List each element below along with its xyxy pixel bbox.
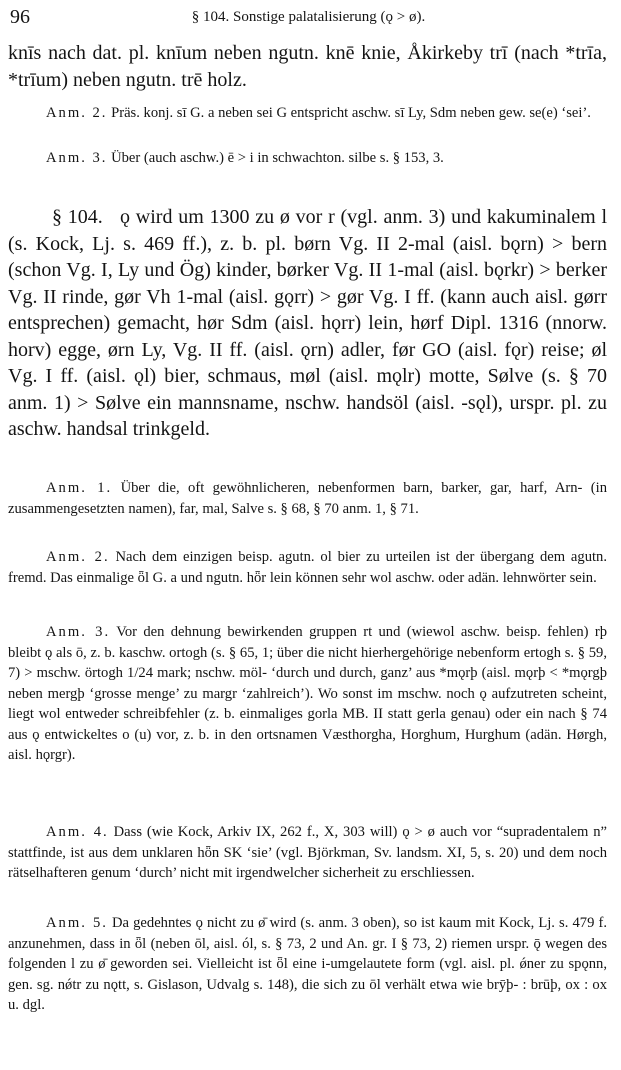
page-header [10,6,607,32]
section-104-paragraph [8,204,607,443]
note-text: Nach dem einzigen beisp. agutn. ol bier zu urteilen ist der übergang dem agutn. fremd. Das einmalige ȫl G. a und ngutn. hȫr lein können sehr wol aschw. oder adän. lehnwörter sein. [8,549,607,586]
carryover-paragraph [8,40,607,93]
note-label: Anm. 3. [46,624,111,640]
page-number: 96 [10,6,30,28]
note-label: Anm. 3. [46,150,108,166]
note-anm-1 [8,478,607,519]
note-label: Anm. 2. [46,549,110,565]
note-text: Über (auch aschw.) ē > i in schwachton. silbe s. § 153, 3. [111,150,444,166]
note-anm-5 [8,913,607,1016]
note-anm-2-preceding [8,103,607,124]
note-label: Anm. 2. [46,105,108,121]
note-label: Anm. 1. [46,480,113,496]
note-label: Anm. 5. [46,915,108,931]
note-label: Anm. 4. [46,824,109,840]
note-anm-3-preceding [8,148,607,169]
note-anm-4 [8,822,607,884]
note-anm-3 [8,622,607,766]
section-text: ǫ wird um 1300 zu ø vor r (vgl. anm. 3) und kakuminalem l (s. Kock, Lj. s. 469 ff.), z. b. pl. børn Vg. II 2-mal (aisl. bǫrn) > bern (schon Vg. I, Ly und Ög) kinder, børker Vg. II 1-mal (aisl. bǫrkr) > berker Vg. II rinde, gør Vh 1-mal (aisl. gǫrr) > gør Vg. I ff. (kann auch aisl. gørr entsprechen) gemacht, hør Sdm (aisl. hǫrr) lein, hørf Dipl. 1316 (nnorw. horv) egge, ørn Ly, Vg. II ff. (aisl. ǫrn) adler, før GO (aisl. fǫr) reise; øl Vg. I ff. (aisl. ǫl) bier, schmaus, møl (aisl. mǫlr) motte, Sølve (s. § 70 anm. 1) > Sølve ein mannsname, nschw. handsöl (aisl. -sǫl), urspr. pl. zu aschw. handsal trinkgeld. [8,206,608,440]
section-number: § 104. [52,206,103,228]
note-text: Da gedehntes ǫ nicht zu ø̄ wird (s. anm. 3 oben), so ist kaum mit Kock, Lj. s. 479 f. anzunehmen, dass in ȫl (neben ōl, aisl. ól, s. § 73, 2 und An. gr. I § 73, 2) riemen urspr. ǭ wegen des folgenden l zu ø̄ geworden sei. Vielleicht ist ȫl eine i-umgelautete form (vgl. aisl. pl. ǿner zu spǫnn, gen. sg. nǿtr zu nǫtt, s. Gislason, Udvalg s. 148), die sich zu ōl verhält etwa wie brȳþ- : brūþ, ox : ox u. dgl. [8,915,607,1013]
carryover-text: knīs nach dat. pl. knīum neben ngutn. knē knie, Åkirkeby trī (nach *trīa, *trīum) neben ngutn. trē holz. [8,42,607,91]
note-text: Über die, oft gewöhnlicheren, nebenformen barn, barker, gar, harf, Arn- (in zusammengesetzten namen), far, mal, Salve s. § 68, § 70 anm. 1, § 71. [8,480,607,517]
note-text: Präs. konj. sī G. a neben sei G entspricht aschw. sī Ly, Sdm neben gew. se(e) ‘sei’. [111,105,591,121]
running-title: § 104. Sonstige palatalisierung (ǫ > ø). [191,9,426,25]
note-anm-2 [8,547,607,588]
note-text: Dass (wie Kock, Arkiv IX, 262 f., X, 303 will) ǫ > ø auch vor “supradentalem n” stattfinde, ist aus dem unklaren hȫn SK ‘sie’ (vgl. Björkman, Sv. landsm. XI, 5, s. 20) und dem noch rätselhafteren genum ‘durch’ nicht mit irgendwelcher sicherheit zu erschliessen. [8,824,607,881]
note-text: Vor den dehnung bewirkenden gruppen rt und (wiewol aschw. beisp. fehlen) rþ bleibt ǫ als ō, z. b. kaschw. ortogh (s. § 65, 1; über die nicht hierhergehörige nebenform ertogh s. § 59, 7) > mschw. örtogh 1/24 mark; nschw. möl- ‘durch und durch, ganz’ aus *mǫrþ (aisl. mǫrþ < *mǫrgþ neben mergþ ‘grosse menge’ zu margr ‘zahlreich’). Wo sonst im mschw. noch ǫ aufzutreten scheint, liegt wol entweder schreibfehler (z. b. einmaliges gorla MB. II statt gerla genau) oder ein nach § 74 aus ǫ entwickeltes o (u) vor, z. b. in den ortsnamen Væsthorgha, Horghum, Hurghum (adän. Hørgh, aisl. hǫrgr). [8,624,607,763]
